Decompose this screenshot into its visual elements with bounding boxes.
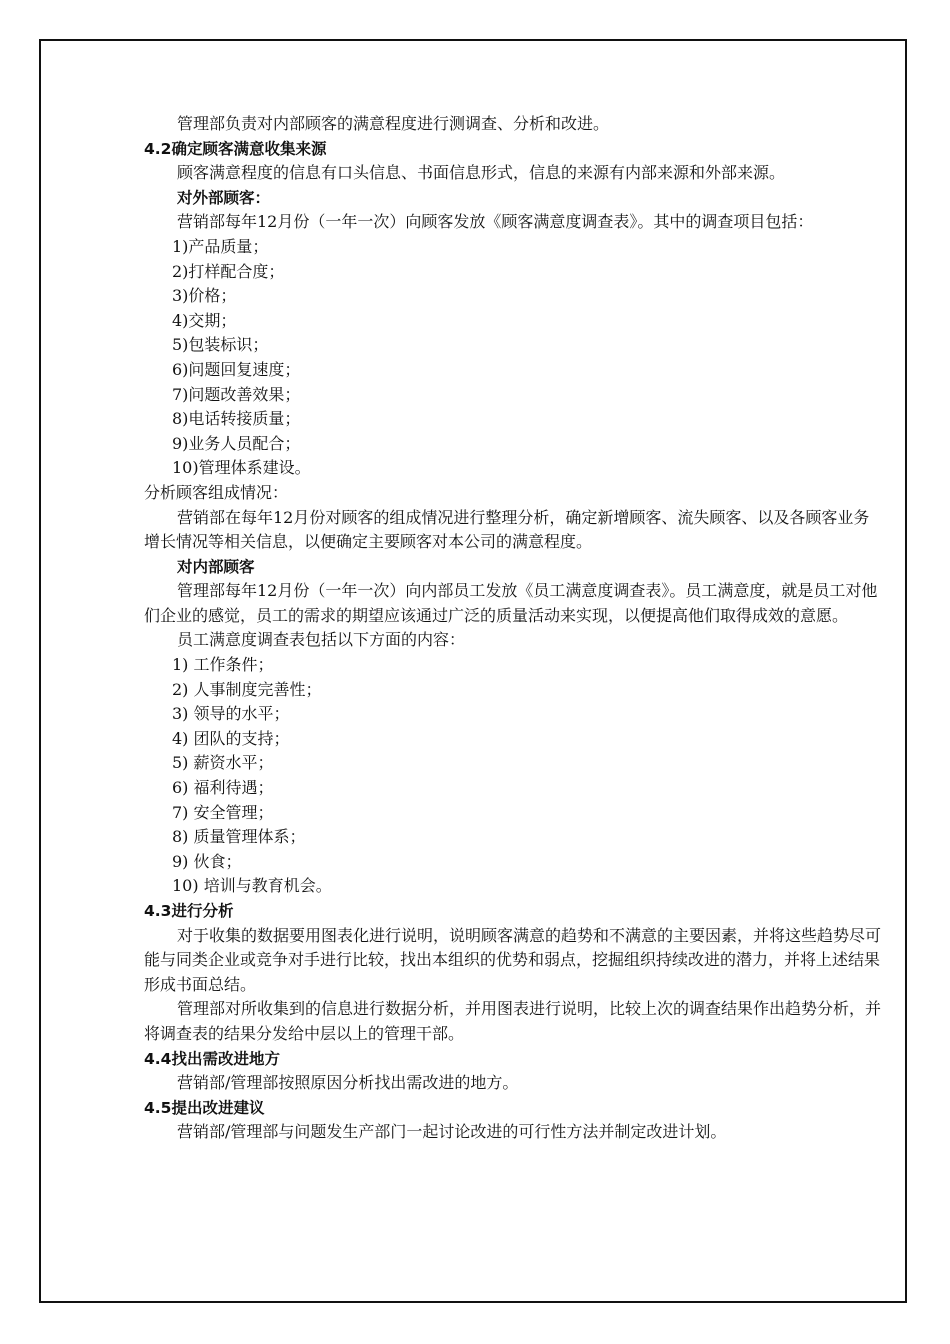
list-item: 4) 团队的支持；: [172, 728, 290, 748]
list-item: 4)交期；: [172, 310, 237, 330]
list-item: 10) 培训与教育机会。: [172, 876, 332, 896]
external-customers-title: 对外部顾客：: [177, 188, 271, 207]
list-item: 2)打样配合度；: [172, 261, 285, 281]
section-4-5-heading: 4.5提出改进建议: [144, 1098, 265, 1117]
internal-list-intro: 员工满意度调查表包括以下方面的内容：: [177, 630, 466, 650]
internal-customers-title: 对内部顾客: [177, 557, 255, 576]
section-4-3-paragraph-2: 管理部对所收集到的信息进行数据分析，并用图表进行说明，比较上次的调查结果作出趋势分析，并将调查表的结果分发给中层以上的管理干部。: [144, 999, 882, 1043]
list-item: 6) 福利待遇；: [172, 778, 274, 798]
section-4-2-paragraph: 顾客满意程度的信息有口头信息、书面信息形式，信息的来源有内部来源和外部来源。: [177, 163, 786, 183]
analysis-label: 分析顾客组成情况：: [144, 482, 289, 502]
list-item: 8)电话转接质量；: [172, 409, 301, 429]
list-item: 9)业务人员配合；: [172, 433, 301, 453]
section-4-5-paragraph: 营销部/管理部与问题发生产部门一起讨论改进的可行性方法并制定改进计划。: [177, 1122, 727, 1142]
list-item: 5)包装标识；: [172, 335, 269, 355]
list-item: 10)管理体系建设。: [172, 458, 311, 478]
list-item: 2) 人事制度完善性；: [172, 679, 322, 699]
list-item: 3) 领导的水平；: [172, 704, 290, 724]
document-body: [144, 112, 884, 1145]
list-item: 3)价格；: [172, 286, 237, 306]
section-4-3-heading: 4.3进行分析: [144, 902, 234, 920]
section-4-4-heading: 4.4找出需改进地方: [144, 1049, 280, 1068]
section-4-4-paragraph: 营销部/管理部按照原因分析找出需改进的地方。: [177, 1073, 519, 1093]
section-4-2-heading: 4.2确定顾客满意收集来源: [144, 139, 327, 158]
external-survey-list: [144, 235, 884, 481]
section-4-3-paragraph-1: 对于收集的数据要用图表化进行说明，说明顾客满意的趋势和不满意的主要因素，并将这些趋势尽可能与同类企业或竞争对手进行比较，找出本组织的优势和弱点，挖掘组织持续改进的潜力，并将上述结果形成书面总结。: [144, 925, 882, 994]
list-item: 7) 安全管理；: [172, 802, 274, 822]
list-item: 5) 薪资水平；: [172, 753, 274, 773]
internal-survey-list: [144, 653, 884, 899]
internal-customers-paragraph: 管理部每年12月份（一年一次）向内部员工发放《员工满意度调查表》。员工满意度，就是员工对他们企业的感觉，员工的需求的期望应该通过广泛的质量活动来实现，以便提高他们取得成效的意愿。: [144, 581, 878, 625]
list-item: 7)问题改善效果；: [172, 384, 301, 404]
list-item: 8) 质量管理体系；: [172, 827, 306, 847]
list-item: 6)问题回复速度；: [172, 359, 301, 379]
external-customers-paragraph: 营销部每年12月份（一年一次）向顾客发放《顾客满意度调查表》。其中的调查项目包括：: [177, 212, 814, 232]
analysis-paragraph: 营销部在每年12月份对顾客的组成情况进行整理分析，确定新增顾客、流失顾客、以及各顾客业务增长情况等相关信息，以便确定主要顾客对本公司的满意程度。: [144, 507, 870, 552]
list-item: 1) 工作条件；: [172, 655, 274, 675]
list-item: 1)产品质量；: [172, 236, 269, 256]
list-item: 9) 伙食；: [172, 851, 242, 871]
intro-paragraph: 管理部负责对内部顾客的满意程度进行测调查、分析和改进。: [177, 114, 610, 133]
